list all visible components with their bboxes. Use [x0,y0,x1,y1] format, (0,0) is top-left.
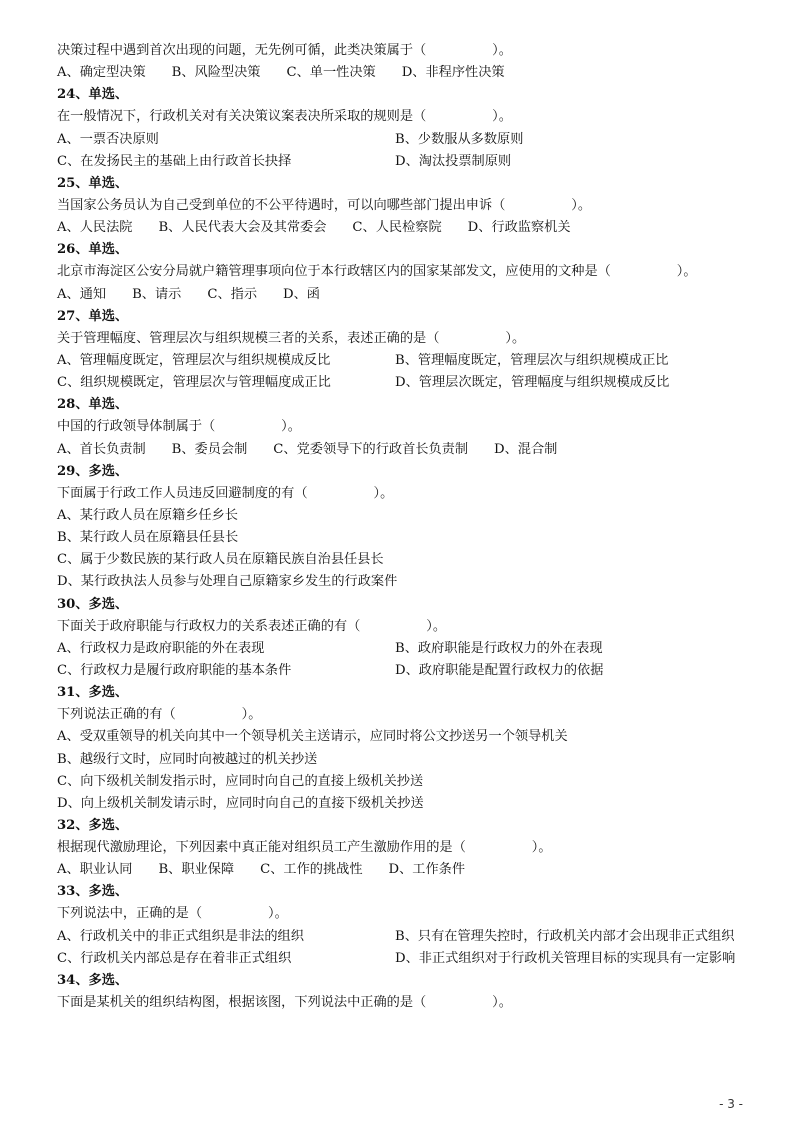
question-number: 26、单选、 [57,242,129,258]
text-line: 在一般情况下，行政机关对有关决策议案表决所采取的规则是（ ）。 [57,109,512,125]
text-line: A、某行政人员在原籍乡任乡长 [57,507,238,523]
option-item: C、行政权力是履行政府职能的基本条件 [57,662,292,678]
option-item: A、确定型决策 [57,65,146,81]
page-number: - 3 - [719,1097,743,1111]
option-item: D、工作条件 [388,862,466,878]
text-line: 下面属于行政工作人员违反回避制度的有（ ）。 [57,485,394,501]
text-line: C、属于少数民族的某行政人员在原籍民族自治县任县长 [57,552,384,568]
option-row [57,151,757,173]
option-item: A、行政权力是政府职能的外在表现 [57,640,265,656]
text-line: 下列说法中，正确的是（ ）。 [57,906,288,922]
option-item: D、非程序性决策 [401,65,505,81]
question-number: 34、多选、 [57,972,129,988]
option-item: D、管理层次既定，管理幅度与组织规模成反比 [395,375,670,391]
question-number: 24、单选、 [57,87,129,103]
option-row [57,660,757,682]
option-item: B、人民代表大会及其常委会 [158,220,327,236]
option-item: A、通知 [57,286,107,302]
text-line: 下面是某机关的组织结构图，根据该图，下列说法中正确的是（ ）。 [57,995,512,1011]
text-line: 根据现代激励理论，下列因素中真正能对组织员工产生激励作用的是（ ）。 [57,840,552,856]
option-item: D、混合制 [494,441,558,457]
option-row [57,129,757,151]
option-item: B、管理幅度既定，管理层次与组织规模成正比 [395,352,669,368]
option-item: C、指示 [207,286,258,302]
option-item: B、请示 [132,286,182,302]
question-number: 29、多选、 [57,463,129,479]
text-line: 中国的行政领导体制属于（ ）。 [57,419,301,435]
option-row [57,62,757,84]
text-line: 下面关于政府职能与行政权力的关系表述正确的有（ ）。 [57,618,447,634]
option-item: C、行政机关内部总是存在着非正式组织 [57,950,292,966]
option-row [57,217,757,239]
text-line: 当国家公务员认为自己受到单位的不公平待遇时，可以向哪些部门提出申诉（ ）。 [57,197,592,213]
option-item: B、政府职能是行政权力的外在表现 [395,640,603,656]
option-item: D、函 [283,286,320,302]
option-row [57,859,757,881]
option-item: D、政府职能是配置行政权力的依据 [395,662,604,678]
option-row [57,284,757,306]
question-list [57,40,757,1014]
text-line: D、某行政执法人员参与处理自己原籍家乡发生的行政案件 [57,574,398,590]
option-row [57,350,757,372]
text-line: C、向下级机关制发指示时，应同时向自己的直接上级机关抄送 [57,773,424,789]
text-line: B、某行政人员在原籍县任县长 [57,530,239,546]
text-line: B、越级行文时，应同时向被越过的机关抄送 [57,751,318,767]
option-item: A、首长负责制 [57,441,146,457]
text-line: 关于管理幅度、管理层次与组织规模三者的关系，表述正确的是（ ）。 [57,330,526,346]
question-number: 30、多选、 [57,596,129,612]
question-number: 27、单选、 [57,308,129,324]
question-number: 33、多选、 [57,884,129,900]
option-row [57,439,757,461]
option-item: B、只有在管理失控时，行政机关内部才会出现非正式组织 [395,928,735,944]
text-line: 北京市海淀区公安分局就户籍管理事项向位于本行政辖区内的国家某部发文，应使用的文种是（ ）。 [57,264,697,280]
question-number: 28、单选、 [57,397,129,413]
option-item: C、单一性决策 [286,65,376,81]
option-item: C、党委领导下的行政首长负责制 [273,441,469,457]
option-item: B、委员会制 [171,441,248,457]
question-number: 32、多选、 [57,817,129,833]
option-item: A、管理幅度既定，管理层次与组织规模成反比 [57,352,331,368]
option-item: D、行政监察机关 [467,220,571,236]
option-row [57,926,757,948]
text-line: D、向上级机关制发请示时，应同时向自己的直接下级机关抄送 [57,795,424,811]
option-item: A、一票否决原则 [57,131,159,147]
option-item: D、淘汰投票制原则 [395,153,512,169]
option-row [57,372,757,394]
option-item: B、少数服从多数原则 [395,131,524,147]
option-item: C、组织规模既定，管理层次与管理幅度成正比 [57,375,331,391]
option-item: D、非正式组织对于行政机关管理目标的实现具有一定影响 [395,950,736,966]
text-line: A、受双重领导的机关向其中一个领导机关主送请示，应同时将公文抄送另一个领导机关 [57,729,568,745]
text-line: 下列说法正确的有（ ）。 [57,707,262,723]
option-item: A、人民法院 [57,220,133,236]
option-item: A、职业认同 [57,862,133,878]
option-item: B、职业保障 [158,862,235,878]
option-row [57,638,757,660]
option-item: C、人民检察院 [352,220,442,236]
question-number: 25、单选、 [57,175,129,191]
text-line: 决策过程中遇到首次出现的问题，无先例可循，此类决策属于（ ）。 [57,43,512,58]
question-number: 31、多选、 [57,685,129,701]
option-row [57,948,757,970]
option-item: C、在发扬民主的基础上由行政首长抉择 [57,153,292,169]
option-item: A、行政机关中的非正式组织是非法的组织 [57,928,304,944]
option-item: C、工作的挑战性 [260,862,363,878]
option-item: B、风险型决策 [171,65,261,81]
